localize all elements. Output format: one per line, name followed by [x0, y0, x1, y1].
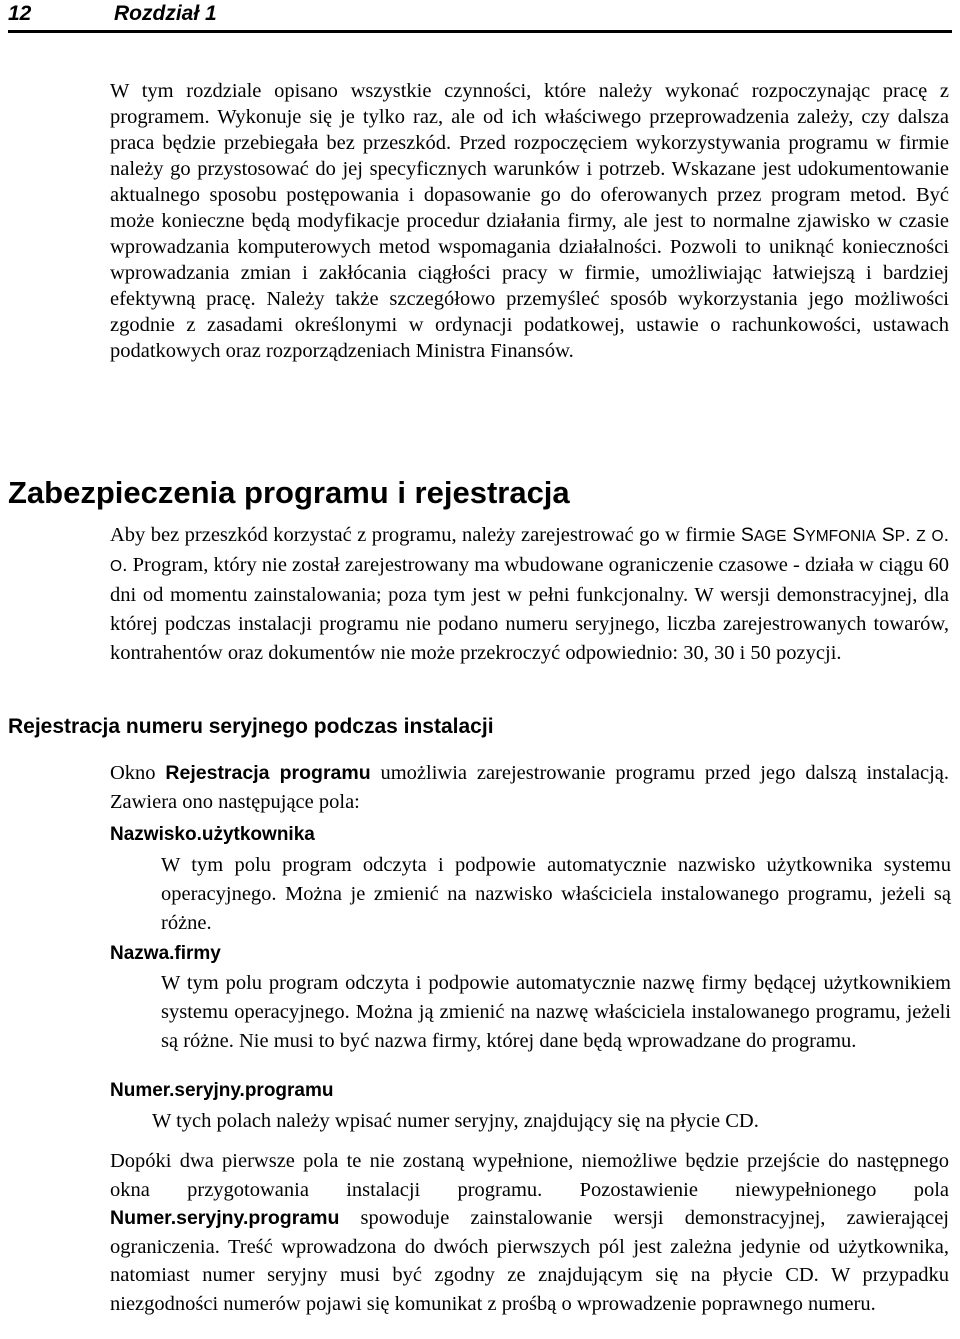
serial-field-name: Numer.seryjny.programu	[110, 1207, 340, 1229]
field-term-user-name: Nazwisko.użytkownika	[110, 824, 315, 845]
field-description-user-name: W tym polu program odczyta i podpowie automatycznie nazwisko użytkownika systemu operacyjnego. Można je zmienić na nazwisko właściciela instalowanego programu, jeżeli są różne.	[161, 854, 951, 934]
window-name: Rejestracja programu	[165, 762, 371, 784]
subsection-heading: Rejestracja numeru seryjnego podczas instalacji	[8, 715, 494, 738]
field-term-company-name: Nazwa.firmy	[110, 943, 221, 964]
field-description-serial-number: W tych polach należy wpisać numer seryjny, znajdujący się na płycie CD.	[152, 1110, 759, 1132]
intro-paragraph: W tym rozdziale opisano wszystkie czynności, które należy wykonać rozpoczynając pracę z programem. Wykonuje się je tylko raz, ale od ich właściwego przeprowadzenia zależy, czy dalsza praca będzie przebiegała bez przeszkód. Przed rozpoczęciem wykorzystywania programu w firmie należy go przystosować do jej specyficznych warunków i potrzeb. Wskazane jest udokumentowanie aktualnego sposobu postępowania i dopasowanie go do oferowanych przez program metod. Być może konieczne będą modyfikacje procedur działania firmy, ale jest to normalne zjawisko w czasie wprowadzania komputerowych metod wspomagania działalności. Pozwoli to uniknąć konieczności wprowadzania zmian i zakłócania ciągłości pracy w firmie, umożliwiając łatwiejszą i bardziej efektywną pracę. Należy także szczegółowo przemyśleć sposób wykorzystania jego możliwości zgodnie z zasadami określonymi w ordynacji podatkowej, ustawie o rachunkowości, ustawach podatkowych oraz rozporządzeniach Ministra Finansów.	[110, 80, 949, 362]
running-header	[8, 0, 952, 33]
chapter-title: Rozdział 1	[114, 2, 217, 25]
company-name: SAGE SYMFONIA SP. Z O. O.	[110, 524, 949, 576]
field-description-company-name: W tym polu program odczyta i podpowie automatycznie nazwę firmy będącej użytkownikiem systemu operacyjnego. Można ją zmienić na nazwę właściciela instalowanego programu, jeżeli są różne. Nie musi to być nazwa firmy, której dane będą wprowadzane do programu.	[161, 972, 951, 1052]
final-paragraph: Dopóki dwa pierwsze pola te nie zostaną wypełnione, niemożliwe będzie przejście do następnego okna przygotowania instalacji programu. Pozostawienie niewypełnionego pola Numer.seryjny.programu spowoduje zainstalowanie wersji demonstracyjnej, zawierającej ograniczenia. Treść wprowadzona do dwóch pierwszych pól jest zależna jedynie od użytkownika, natomiast numer seryjny musi być zgodny ze znajdującym się na płycie CD. W przypadku niezgodności numerów pojawi się komunikat z prośbą o wprowadzenie poprawnego numeru.	[110, 1150, 949, 1315]
registration-text-before: Aby bez przeszkód korzystać z programu, należy zarejestrować go w firmie	[110, 524, 741, 546]
field-term-serial-number: Numer.seryjny.programu	[110, 1080, 334, 1101]
section-heading: Zabezpieczenia programu i rejestracja	[8, 475, 570, 510]
registration-paragraph	[110, 521, 949, 668]
window-intro-paragraph: Okno Rejestracja programu umożliwia zarejestrowanie programu przed jego dalszą instalacją. Zawiera ono następujące pola:	[110, 762, 949, 813]
page-number: 12	[8, 2, 32, 25]
registration-text-after: Program, który nie został zarejestrowany ma wbudowane ograniczenie czasowe - działa w ciągu 60 dni od momentu zainstalowania; poza tym jest w pełni funkcjonalny. W wersji demonstracyjnej, dla której podczas instalacji programu nie podano numeru seryjnego, liczba zarejestrowanych towarów, kontrahentów oraz dokumentów nie może przekroczyć odpowiednio: 30, 30 i 50 pozycji.	[110, 554, 949, 664]
